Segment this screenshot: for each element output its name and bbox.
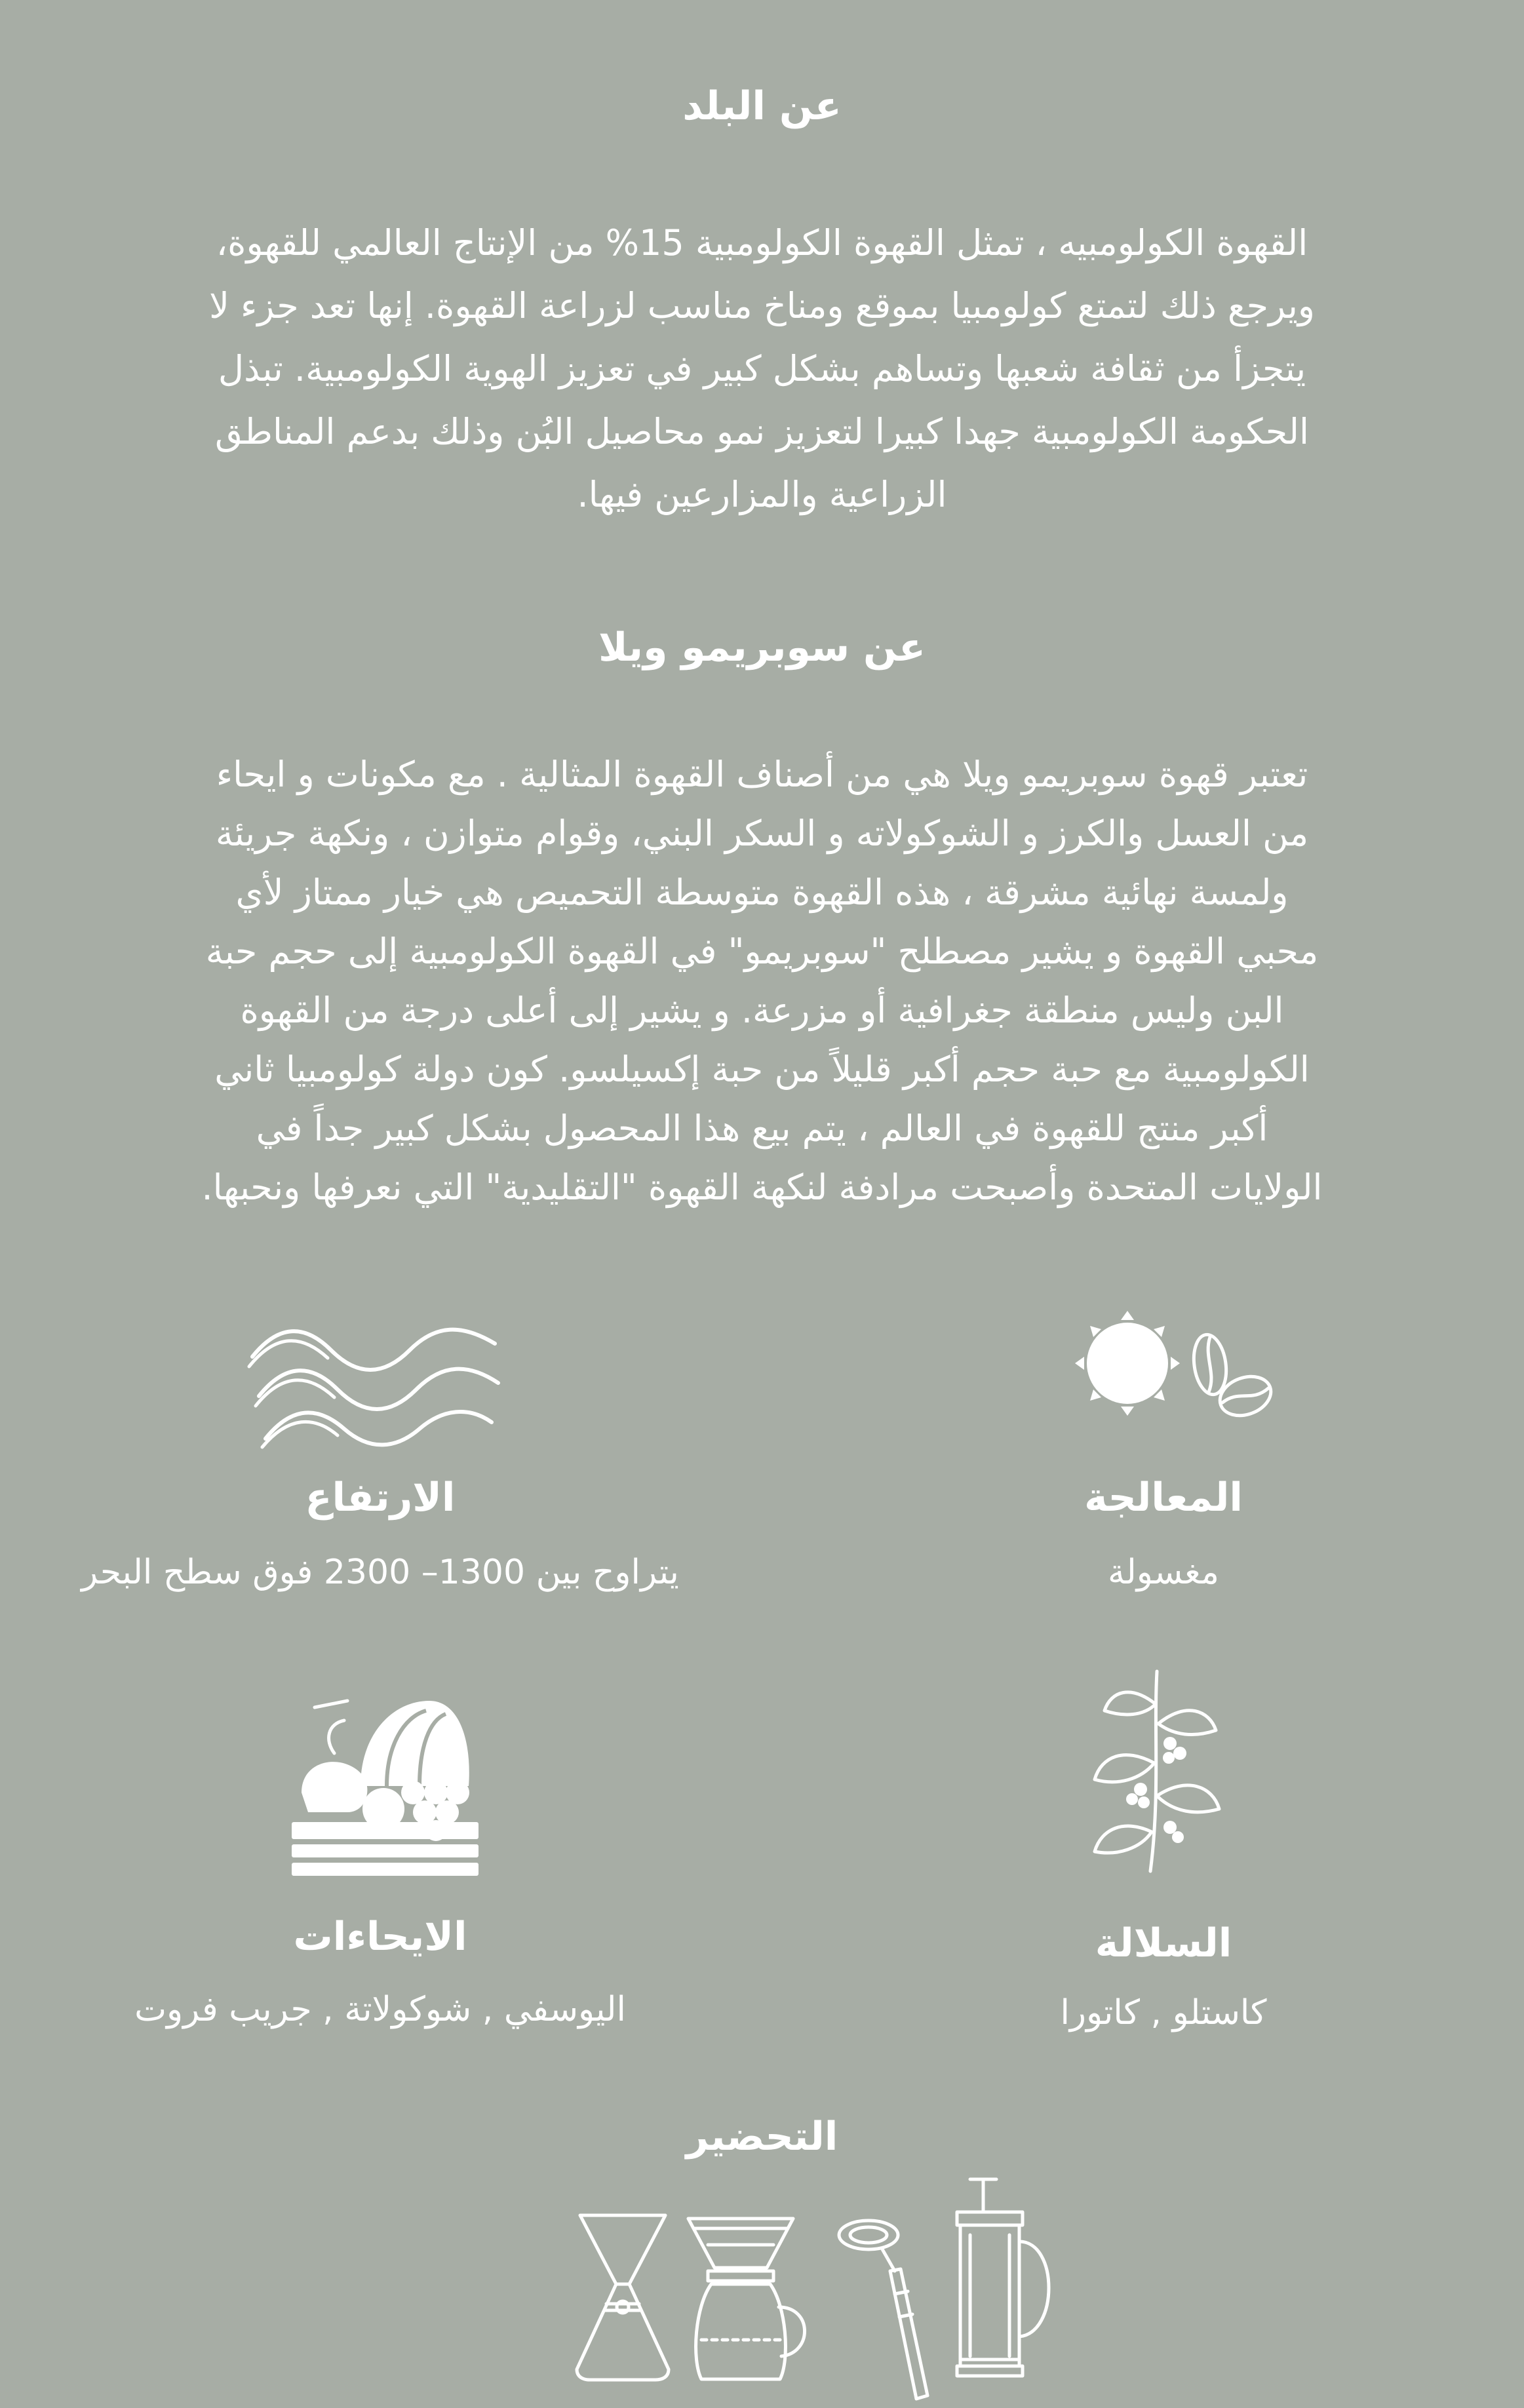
coffee-line: من العسل والكرز و الشوكولاته و السكر البني، وقوام متوازن ، ونكهة جريئة [215,813,1309,854]
variety-label: السلالة [1095,1920,1232,1966]
coffee-line: تعتبر قهوة سوبريمو ويلا هي من أصناف القهوة المثالية . مع مكونات و ايحاء [216,754,1308,795]
coffee-paragraph [79,745,1445,1217]
french-press-icon [937,2176,1068,2379]
notes-value: اليوسفي , شوكولاتة , جريب فروت [134,1990,626,2029]
variety-value: كاستلو , كاتورا [1060,1993,1267,2032]
processing-value: مغسولة [1108,1553,1219,1592]
notes-label: الايحاءات [293,1914,467,1960]
v60-dripper-icon [682,2209,813,2386]
processing-label: المعالجة [1084,1475,1243,1521]
country-line: الحكومة الكولومبية جهدا كبيرا لتعزيز نمو محاصيل البُن وذلك بدعم المناطق [214,411,1310,452]
coffee-line: أكبر منتج للقهوة في العالم ، يتم بيع هذا المحصول بشكل كبير جداً في [256,1108,1268,1149]
coffee-plant-icon [1078,1665,1229,1874]
country-line: يتجزأ من ثقافة شعبها وتساهم بشكل كبير في تعزيز الهوية الكولومبية. تبذل [218,348,1306,389]
country-line: القهوة الكولومبيه ، تمثل القهوة الكولومبية 15% من الإنتاج العالمي للقهوة، [216,222,1308,263]
country-line: الزراعية والمزارعين فيها. [577,474,947,515]
sun-beans-icon [1055,1311,1272,1429]
altitude-value: يتراوح بين 1300– 2300 فوق سطح البحر [81,1553,679,1592]
preparation-title: التحضير [686,2114,838,2160]
espresso-portafilter-icon [832,2209,931,2405]
coffee-line: الولايات المتحدة وأصبحت مرادفة لنكهة القهوة "التقليدية" التي نعرفها ونحبها. [201,1167,1323,1208]
altitude-label: الارتفاع [305,1475,456,1521]
fruit-basket-icon [288,1694,479,1878]
country-paragraph [79,212,1445,526]
coffee-line: محبي القهوة و يشير مصطلح "سوبريمو" في القهوة الكولومبية إلى حجم حبة [205,931,1319,972]
coffee-line: الكولومبية مع حبة حجم أكبر قليلاً من حبة إكسيلسو. كون دولة كولومبيا ثاني [214,1049,1310,1090]
coffee-title: عن سوبريمو ويلا [598,625,926,670]
country-line: ويرجع ذلك لتمتع كولومبيا بموقع ومناخ مناسب لزراعة القهوة. إنها تعد جزء لا [209,285,1315,326]
coffee-line: ولمسة نهائية مشرقة ، هذه القهوة متوسطة التحميص هي خيار ممتاز لأي [235,872,1289,913]
country-title: عن البلد [682,83,842,129]
waves-icon [246,1317,508,1448]
chemex-icon [570,2212,675,2382]
coffee-line: البن وليس منطقة جغرافية أو مزرعة. و يشير إلى أعلى درجة من القهوة [240,990,1284,1031]
